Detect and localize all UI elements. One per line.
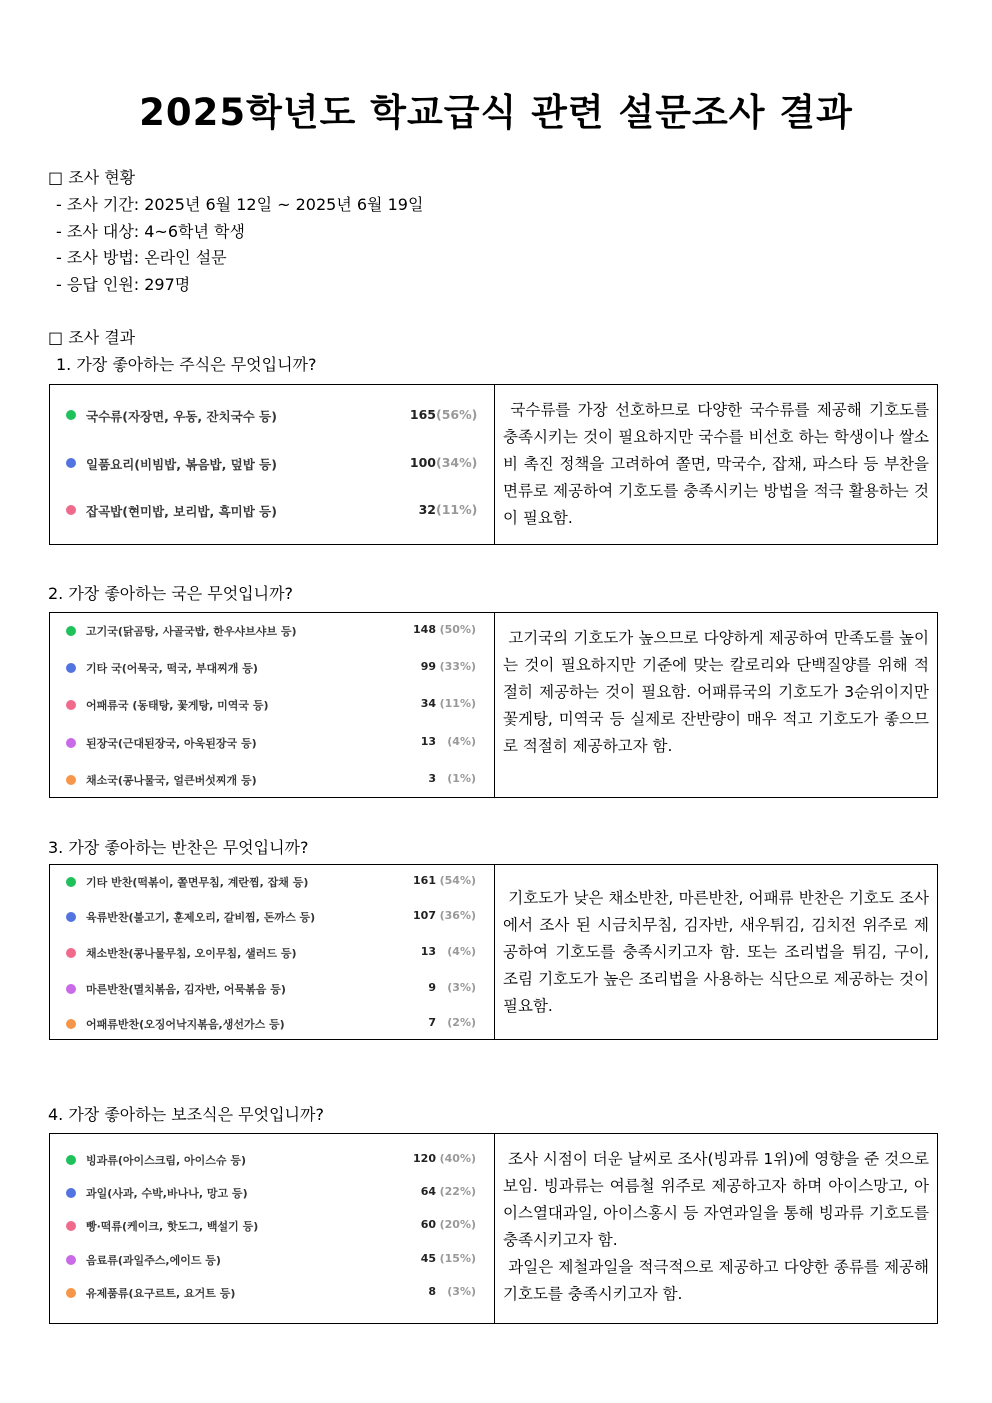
q2-option-3 (50, 695, 494, 715)
q3-option-3 (50, 943, 494, 963)
option-dot-icon (66, 626, 76, 636)
option-dot-icon (66, 410, 76, 420)
question-2-results (50, 613, 495, 797)
option-percent: (54%) (439, 874, 476, 887)
option-dot-icon (66, 458, 76, 468)
question-3-results (50, 865, 495, 1039)
option-label: 빵·떡류(케이크, 핫도그, 백설기 등) (86, 1220, 259, 1233)
option-label: 기타 국(어묵국, 떡국, 부대찌개 등) (86, 662, 258, 675)
q4-option-5 (50, 1283, 494, 1303)
option-percent: (40%) (439, 1152, 476, 1165)
option-label: 마른반찬(멸치볶음, 김자반, 어묵볶음 등) (86, 983, 286, 996)
option-count: 120 (413, 1152, 436, 1165)
option-count: 13 (420, 735, 436, 748)
q2-option-5 (50, 770, 494, 790)
option-percent: (15%) (439, 1252, 476, 1265)
option-count: 3 (428, 772, 436, 785)
option-count: 32 (418, 502, 436, 517)
option-percent: (33%) (439, 660, 476, 673)
option-count: 13 (420, 945, 436, 958)
q1-option-2 (50, 453, 494, 473)
option-percent: (34%) (436, 455, 478, 470)
option-dot-icon (66, 877, 76, 887)
option-percent: (4%) (447, 945, 476, 958)
question-4-title: 4. 가장 좋아하는 보조식은 무엇입니까? (48, 1105, 324, 1124)
option-count: 148 (413, 623, 436, 636)
option-label: 과일(사과, 수박,바나나, 망고 등) (86, 1187, 248, 1200)
question-1-comment: 국수류를 가장 선호하므로 다양한 국수류를 제공해 기호도를 충족시키는 것이 필요하지만 국수를 비선호 하는 학생이나 쌀소비 촉진 정책을 고려하여 쫄면, 막국수, 잡채, 파스타 등 부찬을 면류로 제공하여 기호도를 충족시키는 방법을 적극 활용하는 것이 필요함. (503, 401, 934, 527)
option-dot-icon (66, 738, 76, 748)
question-1-title: 1. 가장 좋아하는 주식은 무엇입니까? (56, 355, 317, 374)
q3-option-2 (50, 907, 494, 927)
option-label: 기타 반찬(떡볶이, 쫄면무침, 계란찜, 잡채 등) (86, 876, 309, 889)
option-dot-icon (66, 1188, 76, 1198)
question-1-results (50, 385, 495, 544)
option-percent: (3%) (447, 981, 476, 994)
option-label: 육류반찬(불고기, 훈제오리, 갈비찜, 돈까스 등) (86, 911, 316, 924)
option-dot-icon (66, 663, 76, 673)
overview-period: - 조사 기간: 2025년 6월 12일 ~ 2025년 6월 19일 (56, 195, 424, 214)
option-count: 9 (428, 981, 436, 994)
option-percent: (1%) (447, 772, 476, 785)
option-percent: (11%) (436, 502, 478, 517)
option-dot-icon (66, 1019, 76, 1029)
option-dot-icon (66, 1255, 76, 1265)
option-count: 161 (413, 874, 436, 887)
q4-option-2 (50, 1183, 494, 1203)
overview-target: - 조사 대상: 4~6학년 학생 (56, 222, 245, 241)
option-label: 유제품류(요구르트, 요거트 등) (86, 1287, 236, 1300)
option-dot-icon (66, 948, 76, 958)
question-4-box (49, 1133, 938, 1324)
question-3-title: 3. 가장 좋아하는 반찬은 무엇입니까? (48, 838, 309, 857)
option-count: 99 (420, 660, 436, 673)
q2-option-2 (50, 658, 494, 678)
q4-option-3 (50, 1216, 494, 1236)
overview-heading: □ 조사 현황 (48, 168, 136, 187)
option-count: 107 (413, 909, 436, 922)
results-heading: □ 조사 결과 (48, 328, 136, 347)
q3-option-1 (50, 872, 494, 892)
option-dot-icon (66, 700, 76, 710)
option-label: 어패류국 (동태탕, 꽃게탕, 미역국 등) (86, 699, 269, 712)
overview-respondents: - 응답 인원: 297명 (56, 275, 191, 294)
option-dot-icon (66, 984, 76, 994)
option-percent: (36%) (439, 909, 476, 922)
option-label: 채소반찬(콩나물무침, 오이무침, 샐러드 등) (86, 947, 297, 960)
option-dot-icon (66, 912, 76, 922)
option-dot-icon (66, 1155, 76, 1165)
option-label: 국수류(자장면, 우동, 잔치국수 등) (86, 409, 277, 424)
option-percent: (2%) (447, 1016, 476, 1029)
option-label: 고기국(닭곰탕, 사골국밥, 한우샤브샤브 등) (86, 625, 297, 638)
option-count: 7 (428, 1016, 436, 1029)
option-percent: (50%) (439, 623, 476, 636)
overview-method: - 조사 방법: 온라인 설문 (56, 248, 227, 267)
q4-option-4 (50, 1250, 494, 1270)
question-2-title: 2. 가장 좋아하는 국은 무엇입니까? (48, 584, 294, 603)
option-dot-icon (66, 1221, 76, 1231)
option-count: 100 (409, 455, 436, 470)
q1-option-3 (50, 500, 494, 520)
question-3-box (49, 864, 938, 1040)
option-dot-icon (66, 1288, 76, 1298)
option-label: 어패류반찬(오징어낙지볶음,생선가스 등) (86, 1018, 285, 1031)
page-title: 2025학년도 학교급식 관련 설문조사 결과 (139, 91, 853, 134)
q3-option-5 (50, 1014, 494, 1034)
question-2-comment: 고기국의 기호도가 높으므로 다양하게 제공하여 만족도를 높이는 것이 필요하지만 기준에 맞는 칼로리와 단백질양를 위해 적절히 제공하는 것이 필요함. 어패류국의 기호도가 3순위이지만 꽃게탕, 미역국 등 실제로 잔반량이 매우 적고 기호도가 좋으므로 적절히 제공하고자 함. (503, 629, 934, 755)
option-count: 34 (420, 697, 436, 710)
q2-option-4 (50, 733, 494, 753)
option-percent: (4%) (447, 735, 476, 748)
question-1-box (49, 384, 938, 545)
option-label: 빙과류(아이스크림, 아이스슈 등) (86, 1154, 247, 1167)
question-3-comment: 기호도가 낮은 채소반찬, 마른반찬, 어패류 반찬은 기호도 조사에서 조사 된 시금치무침, 김자반, 새우튀김, 김치전 위주로 제공하여 기호도를 충족시키고자 함. 또는 조리법을 튀김, 구이, 조림 기호도가 높은 조리법을 사용하는 식단으로 제공하는 것이 필요함. (503, 889, 934, 1015)
option-percent: (56%) (436, 407, 478, 422)
option-label: 채소국(콩나물국, 얼큰버섯찌개 등) (86, 774, 257, 787)
option-dot-icon (66, 775, 76, 785)
q3-option-4 (50, 979, 494, 999)
question-2-box (49, 612, 938, 798)
question-4-results (50, 1134, 495, 1323)
question-4-comment: 조사 시점이 더운 날씨로 조사(빙과류 1위)에 영향을 준 것으로 보임. 빙과류는 여름철 위주로 제공하고자 하며 아이스망고, 아이스열대과일, 아이스홍시 등 자연과일을 통해 빙과류 기호도를 충족시키고자 함. 과일은 제철과일을 적극적으로 제공하고 다양한 종류를 제공해 기호도를 충족시키고자 함. (503, 1150, 929, 1303)
option-count: 45 (420, 1252, 436, 1265)
option-count: 8 (428, 1285, 436, 1298)
option-percent: (11%) (439, 697, 476, 710)
option-label: 잡곡밥(현미밥, 보리밥, 흑미밥 등) (86, 504, 277, 519)
q2-option-1 (50, 621, 494, 641)
option-count: 64 (420, 1185, 436, 1198)
option-label: 일품요리(비빔밥, 볶음밥, 덮밥 등) (86, 457, 277, 472)
q4-option-1 (50, 1150, 494, 1170)
option-label: 음료류(과일주스,에이드 등) (86, 1254, 221, 1267)
option-dot-icon (66, 505, 76, 515)
option-percent: (22%) (439, 1185, 476, 1198)
q1-option-1 (50, 405, 494, 425)
option-percent: (3%) (447, 1285, 476, 1298)
option-label: 된장국(근대된장국, 아욱된장국 등) (86, 737, 257, 750)
option-count: 60 (420, 1218, 436, 1231)
option-count: 165 (409, 407, 436, 422)
option-percent: (20%) (439, 1218, 476, 1231)
